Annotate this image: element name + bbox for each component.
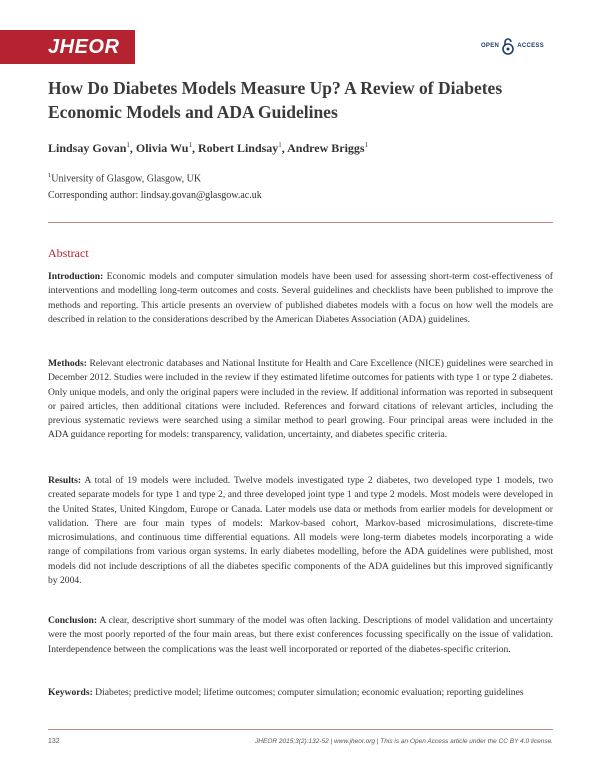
- footer-citation: JHEOR 2015;3(2):132-52 | www.jheor.org | This is an Open Access article under the CC BY 4.0 license.: [255, 738, 553, 745]
- author-affil-mark: 1: [278, 141, 282, 149]
- section-label: Results:: [48, 475, 82, 486]
- affiliations: [48, 167, 262, 204]
- article-title: How Do Diabetes Models Measure Up? A Review of Diabetes Economic Models and ADA Guidelines: [48, 78, 503, 122]
- divider: [48, 222, 553, 223]
- open-lock-icon: [502, 37, 514, 55]
- journal-logo: JHEOR: [0, 30, 135, 64]
- open-access-badge: [481, 36, 544, 56]
- abstract-heading: Abstract: [48, 246, 89, 260]
- author-affil-mark: 1: [188, 141, 192, 149]
- section-text: A total of 19 models were included. Twelve models investigated type 2 diabetes, two developed type 1 models, two created separate models for type 1 and type 2, and three developed joint type 1 and type 2 models. Most models were developed in the United States, United Kingdom, Europe or Canada. Later models use data or methods from earlier models for development or validation. There are four main types of models: Markov-based cohort, Markov-based microsimulations, discrete-time microsimulations, and continuous time differential equations. All models were long-term diabetes models incorporating a wide range of compilations from various organ systems. In early diabetes modelling, before the ADA guidelines were published, most models did not include descriptions of all the diabetes specific components of the ADA guidelines but this improved significantly by 2004.: [48, 475, 553, 587]
- abstract-methods: [48, 357, 553, 443]
- section-text: Diabetes; predictive model; lifetime outcomes; computer simulation; economic evaluation; reporting guidelines: [95, 687, 524, 698]
- open-access-label-access: ACCESS: [517, 43, 544, 49]
- abstract-conclusion: [48, 614, 553, 657]
- section-label: Keywords:: [48, 687, 93, 698]
- author-name: Olivia Wu: [135, 141, 189, 155]
- section-label: Methods:: [48, 358, 87, 369]
- section-text: A clear, descriptive short summary of the model was often lacking. Descriptions of model validation and uncertainty were the most poorly reported of the four main areas, but there exist conferences focussing specifically on the issue of validation. Interdependence between the complications was the least well incorporated or reported of the diabetes-specific criterion.: [48, 615, 553, 655]
- abstract-results: [48, 474, 553, 588]
- section-text: Economic models and computer simulation models have been used for assessing short-term cost-effectiveness of interventions and modelling long-term outcomes and costs. Several guidelines and checklists have been published to improve the methods and reporting. This article presents an overview of published diabetes models with a focus on how well the models are described in relation to the considerations described by the American Diabetes Association (ADA) guidelines.: [48, 271, 553, 325]
- section-text: Relevant electronic databases and National Institute for Health and Care Excellence (NICE) guidelines were searched in December 2012. Studies were included in the review if they estimated lifetime outcomes for patients with type 1 or type 2 diabetes. Only unique models, and only the original papers were included in the review. If additional information was reported in subsequent or paired articles, then additional citations were included. References and forward citations of relevant articles, including the previous systematic reviews were searched using a similar method to pearl growing. Four principal areas were included in the ADA guidance reporting for models: transparency, validation, uncertainty, and diabetes specific criteria.: [48, 358, 553, 441]
- author-list: Lindsay Govan$^1$, Olivia Wu$^1$, Robert Lindsay$^1$, Andrew Briggs$^1$: [48, 141, 369, 155]
- corresponding-author: Corresponding author: lindsay.govan@glasgow.ac.uk: [48, 190, 262, 202]
- affiliation-mark: 1: [48, 172, 52, 179]
- page-number: 132: [48, 738, 60, 745]
- author-affil-mark: 1: [364, 141, 369, 149]
- author-name: Andrew Briggs: [287, 141, 365, 155]
- author-name: Lindsay Govan: [48, 141, 127, 155]
- keywords: [48, 686, 553, 700]
- abstract-introduction: [48, 270, 553, 327]
- footer-divider: [48, 729, 553, 730]
- section-label: Conclusion:: [48, 615, 98, 626]
- open-access-label-open: OPEN: [480, 43, 500, 49]
- author-name: Robert Lindsay: [197, 141, 279, 155]
- section-label: Introduction:: [48, 271, 104, 282]
- author-affil-mark: 1: [126, 141, 130, 149]
- affiliation: University of Glasgow, Glasgow, UK: [51, 173, 202, 185]
